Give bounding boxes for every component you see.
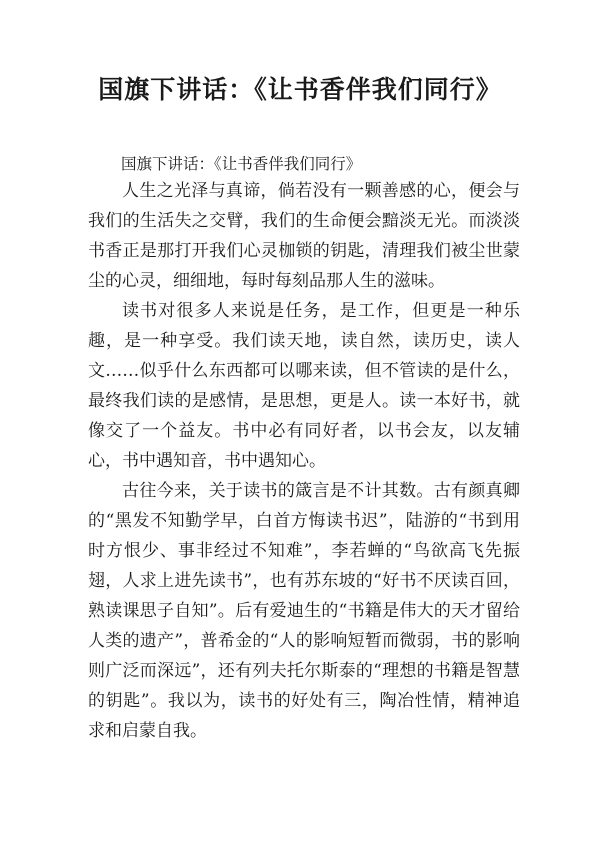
document-title: 国旗下讲话：《让书香伴我们同行》	[98, 75, 502, 104]
document-subtitle: 国旗下讲话：《让书香伴我们同行》	[121, 155, 362, 173]
paragraph-2: 读书对很多人来说是任务，是工作，但更是一种乐趣，是一种享受。我们读天地，读自然，读历史，读人文……似乎什么东西都可以哪来读，但不管读的是什么，最终我们读的是感情，是思想，更是人。读一本好书，就像交了一个益友。书中必有同好者，以书会友，以友辅心，书中遇知音，书中遇知心。	[88, 301, 520, 471]
paragraph-1: 人生之光泽与真谛，倘若没有一颗善感的心，便会与我们的生活失之交臂，我们的生命便会黯淡无光。而淡淡书香正是那打开我们心灵枷锁的钥匙，清理我们被尘世蒙尘的心灵，细细地，每时每刻品那人生的滋味。	[88, 181, 520, 291]
document-body	[88, 176, 520, 746]
paragraph-3: 古往今来，关于读书的箴言是不计其数。古有颜真卿的“黑发不知勤学早，白首方悔读书迟”，陆游的“书到用时方恨少、事非经过不知难”，李若蝉的“鸟欲高飞先振翅，人求上进先读书”，也有苏东坡的“好书不厌读百回，熟读课思子自知”。后有爱迪生的“书籍是伟大的天才留给人类的遗产”，普希金的“人的影响短暂而微弱，书的影响则广泛而深远”，还有列夫托尔斯泰的“理想的书籍是智慧的钥匙”。我以为，读书的好处有三，陶冶性情，精神追求和启蒙自我。	[88, 481, 520, 741]
